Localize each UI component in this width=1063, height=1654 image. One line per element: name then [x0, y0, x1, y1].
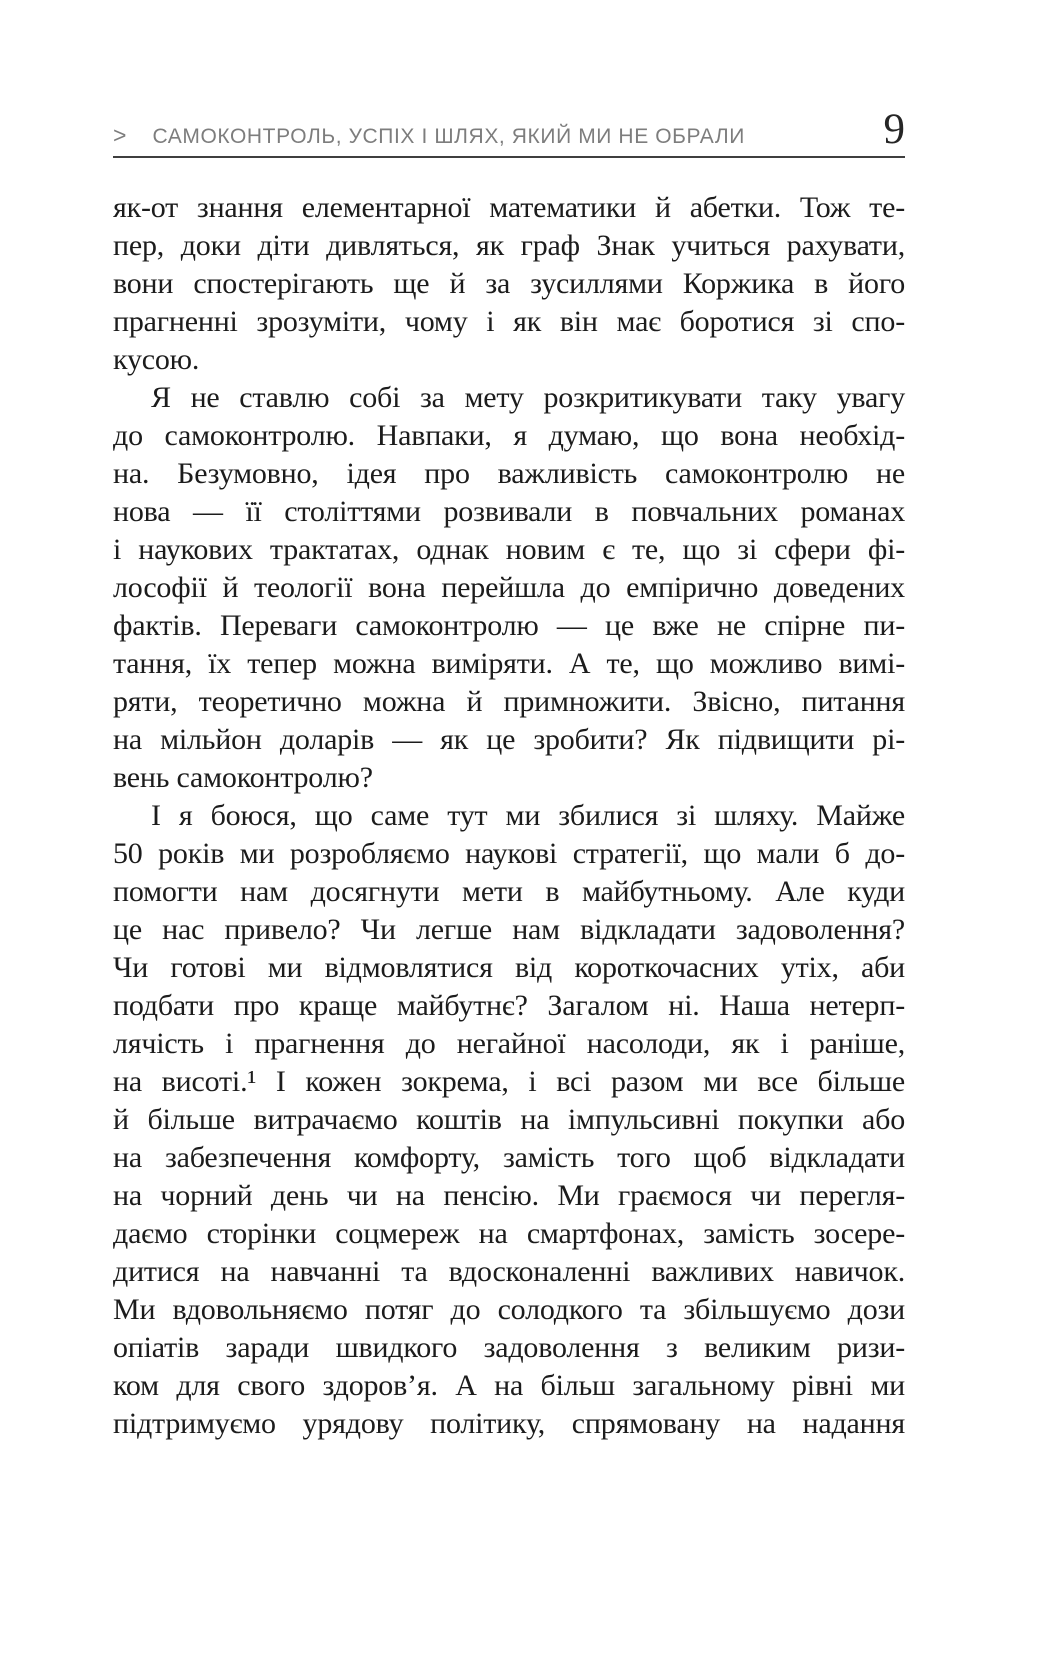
page-body-text	[113, 189, 905, 1443]
text-line: на мільйон доларів — як це зробити? Як підвищити рі-	[113, 723, 905, 756]
text-line: на висоті.¹ І кожен зокрема, і всі разом ми все більше	[113, 1065, 905, 1098]
text-line: І я боюся, що саме тут ми збилися зі шляху. Майже	[151, 799, 905, 832]
text-line: на забезпечення комфорту, замість того щоб відкладати	[113, 1141, 905, 1174]
text-line: на чорний день чи на пенсію. Ми граємося чи перегля-	[113, 1179, 905, 1212]
text-line: помогти нам досягнути мети в майбутньому. Але куди	[113, 875, 905, 908]
text-line: і наукових трактатах, однак новим є те, що зі сфери фі-	[113, 533, 905, 566]
text-line: лософії й теології вона перейшла до емпірично доведених	[113, 571, 905, 604]
text-line: й більше витрачаємо коштів на імпульсивні покупки або	[113, 1103, 905, 1136]
page-header	[113, 106, 905, 158]
text-line: ком для свого здоров’я. А на більш загальному рівні ми	[113, 1369, 905, 1402]
text-line: на. Безумовно, ідея про важливість самоконтролю не	[113, 457, 905, 490]
text-line: Я не ставлю собі за мету розкритикувати таку увагу	[151, 381, 905, 414]
text-line: фактів. Переваги самоконтролю — це вже не спірне пи-	[113, 609, 905, 642]
text-line: нова — її століттями розвивали в повчальних романах	[113, 495, 905, 528]
text-line: 50 років ми розробляємо наукові стратегії, що мали б до-	[113, 837, 905, 870]
text-line: тання, їх тепер можна виміряти. А те, що можливо вимі-	[113, 647, 905, 680]
paragraph	[113, 379, 905, 797]
text-line: лячість і прагнення до негайної насолоди, як і раніше,	[113, 1027, 905, 1060]
text-line: як-от знання елементарної математики й абетки. Тож те-	[113, 191, 905, 224]
paragraph	[113, 797, 905, 1443]
text-line: до самоконтролю. Навпаки, я думаю, що вона необхід-	[113, 419, 905, 452]
paragraph	[113, 189, 905, 379]
text-line: даємо сторінки соцмереж на смартфонах, замість зосере-	[113, 1217, 905, 1250]
text-line: підтримуємо урядову політику, спрямовану на надання	[113, 1407, 905, 1440]
text-line: це нас привело? Чи легше нам відкладати задоволення?	[113, 913, 905, 946]
text-line: подбати про краще майбутнє? Загалом ні. Наша нетерп-	[113, 989, 905, 1022]
chapter-title: САМОКОНТРОЛЬ, УСПІХ І ШЛЯХ, ЯКИЙ МИ НЕ ОБРАЛИ	[152, 125, 745, 148]
chevron-right-icon: >	[113, 122, 127, 148]
running-head	[113, 122, 884, 149]
text-line: кусою.	[113, 343, 200, 376]
text-line: пер, доки діти дивляться, як граф Знак учиться рахувати,	[113, 229, 905, 262]
text-line: опіатів заради швидкого задоволення з великим ризи-	[113, 1331, 905, 1364]
page-number: 9	[883, 106, 905, 153]
text-line: прагненні зрозуміти, чому і як він має боротися зі спо-	[113, 305, 905, 338]
text-line: вони спостерігають ще й за зусиллями Коржика в його	[113, 267, 905, 300]
text-line: Чи готові ми відмовлятися від короткочасних утіх, аби	[113, 951, 905, 984]
text-line: вень самоконтролю?	[113, 761, 373, 794]
text-line: дитися на навчанні та вдосконаленні важливих навичок.	[113, 1255, 905, 1288]
text-line: ряти, теоретично можна й примножити. Звісно, питання	[113, 685, 905, 718]
text-line: Ми вдовольняємо потяг до солодкого та збільшуємо дози	[113, 1293, 905, 1326]
